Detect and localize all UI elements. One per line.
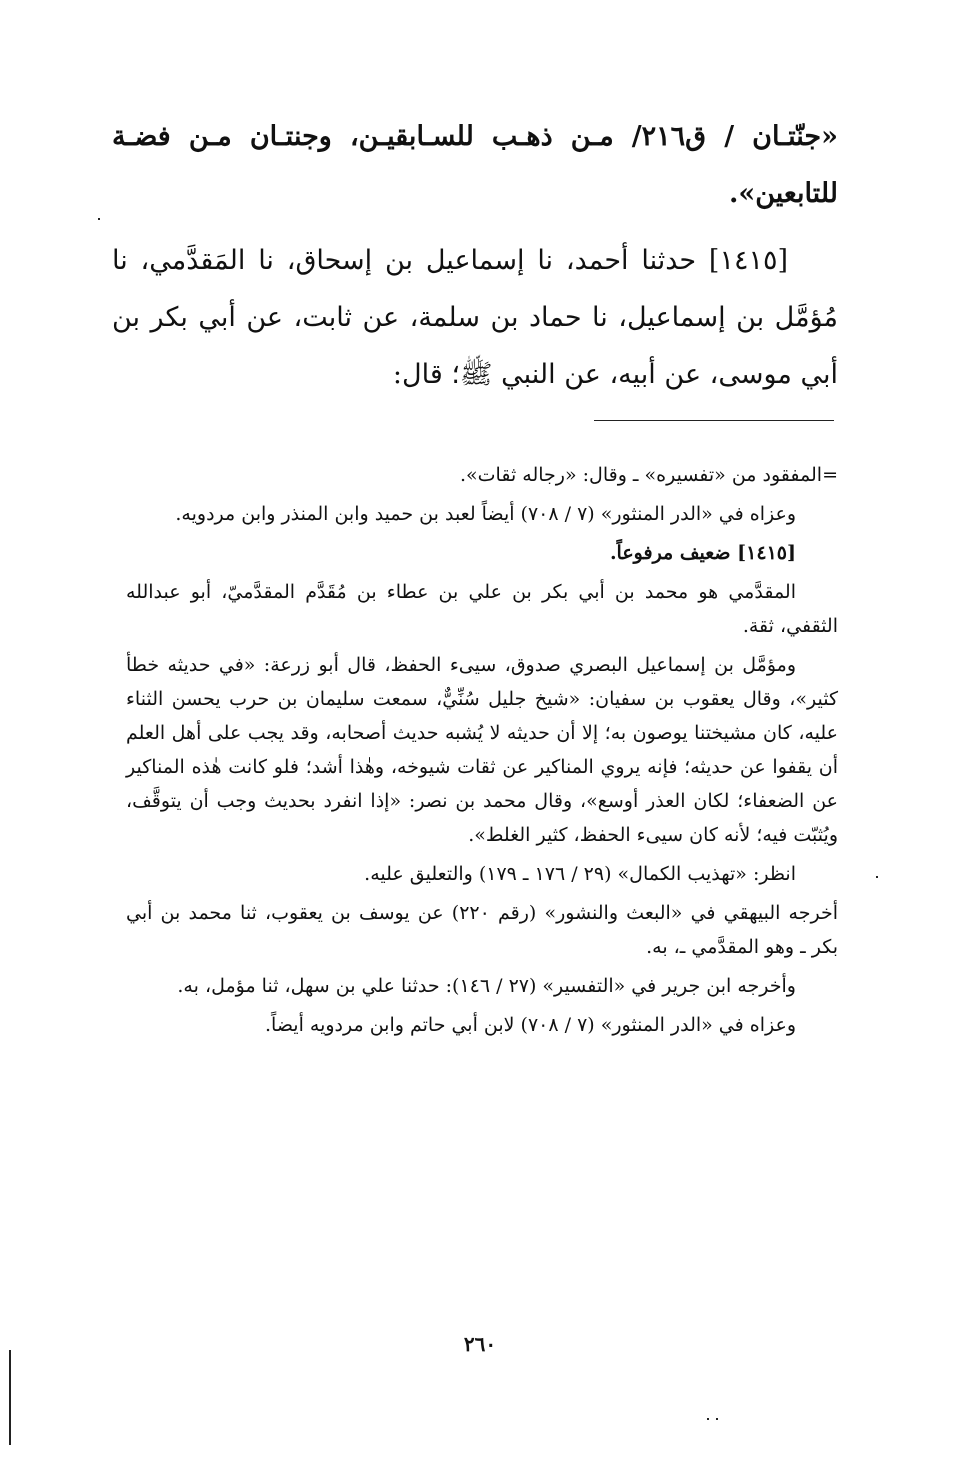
hadith-paragraph: [١٤١٥] حدثنا أحمد، نا إسماعيل بن إسحاق، نا المَقدَّمي، نا مُؤمَّل بن إسماعيل، نا حماد بن سلمة، عن ثابت، عن أبي بكر بن أبي موسى، عن أبيه، عن النبي ﷺ؛ قال:: [112, 245, 838, 390]
scan-speck: [716, 1418, 718, 1420]
footnote-grading: [١٤١٥] ضعيف مرفوعاً.: [609, 542, 796, 564]
footnote-bayhaqi: أخرجه البيهقي في «البعث والنشور» (رقم ٢٢٠) عن يوسف بن يعقوب، ثنا محمد بن أبي بكر ـ وهو المقدَّمي ـ، به.: [126, 902, 838, 958]
scan-speck: [876, 876, 878, 878]
page-number: ٢٦٠: [463, 1332, 497, 1356]
scan-edge-mark: [9, 1350, 11, 1445]
footnote-muammal: ومؤمَّل بن إسماعيل البصري صدوق، سيىء الحفظ، قال أبو زرعة: «في حديثه خطأ كثير»، وقال يعقوب بن سفيان: «شيخ جليل سُنِّيٌّ، سمعت سليمان بن حرب يحسن الثناء عليه، كان مشيختنا يوصون به؛ إلا أن حديثه لا يُشبه حديث أصحابه، وقد يجب على أهل العلم أن يقفوا عن حديثه؛ فإنه يروي المناكير عن ثقات شيوخه، وهٰذا أشد؛ فلو كانت هٰذه المناكير عن الضعفاء؛ لكان العذر أوسع»، وقال محمد بن نصر: «إذا انفرد بحديث وجب أن يتوقَّف، ويُثبّت فيه؛ لأنه كان سيىء الحفظ، كثير الغلط».: [126, 654, 839, 846]
footnotes-section: [126, 458, 838, 1047]
quote-paragraph: «جنّتـان / ق٢١٦/ مـن ذهـب للسـابقيـن، وجنتـان مـن فضـة للتابعين».: [112, 121, 838, 209]
main-text-hadith-block: [112, 232, 838, 403]
footnote-continuation: =المفقود من «تفسيره» ـ وقال: «رجاله ثقات».: [460, 464, 838, 486]
footnote-ibn-jarir: وأخرجه ابن جرير في «التفسير» (٢٧ / ١٤٦): حدثنا علي بن سهل، ثنا مؤمل، به.: [177, 975, 796, 997]
scan-speck: [707, 1418, 709, 1420]
footnote-divider: [594, 420, 834, 421]
footnote-durr-final: وعزاه في «الدر المنثور» (٧ / ٧٠٨) لابن أبي حاتم وابن مردويه أيضاً.: [265, 1014, 796, 1036]
footnote-durr-attribution: وعزاه في «الدر المنثور» (٧ / ٧٠٨) أيضاً لعبد بن حميد وابن المنذر وابن مردويه.: [175, 503, 796, 525]
footnote-muqaddami: المقدَّمي هو محمد بن أبي بكر بن علي بن عطاء بن مُقَدَّم المقدَّميّ، أبو عبدالله الثقفي، ثقة.: [126, 581, 838, 637]
main-text-quote-block: [112, 108, 838, 222]
scan-speck: [98, 218, 100, 220]
footnote-tahdhib-reference: انظر: «تهذيب الكمال» (٢٩ / ١٧٦ ـ ١٧٩) والتعليق عليه.: [364, 863, 796, 885]
